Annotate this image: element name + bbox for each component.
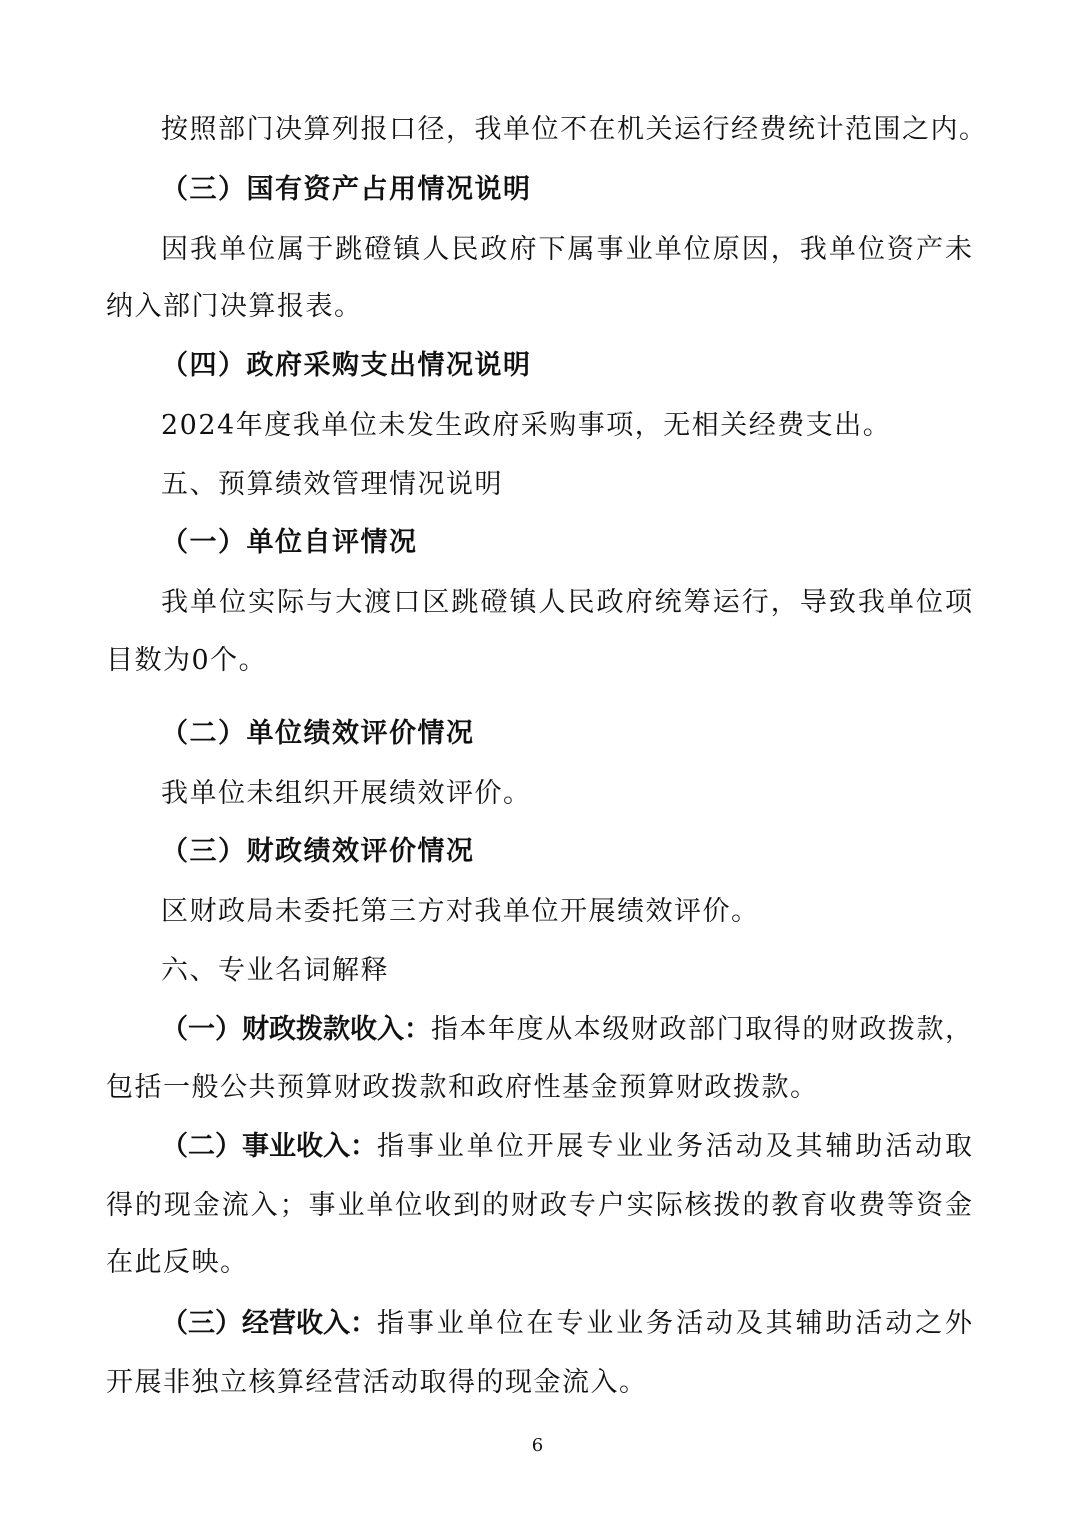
heading-state-assets: （三）国有资产占用情况说明 xyxy=(161,174,532,205)
term-business-income-label: （二）事业收入： xyxy=(161,1131,377,1162)
term-fiscal-appropriation-label: （一）财政拨款收入： xyxy=(161,1014,431,1045)
term-business-income-definition-line3: 在此反映。 xyxy=(106,1247,249,1278)
paragraph-unit-performance: 我单位未组织开展绩效评价。 xyxy=(161,778,532,809)
heading-fiscal-performance: （三）财政绩效评价情况 xyxy=(161,836,475,867)
term-fiscal-appropriation xyxy=(161,1010,972,1050)
paragraph-fiscal-performance: 区财政局未委托第三方对我单位开展绩效评价。 xyxy=(161,896,760,927)
term-operating-income-definition: 指事业单位在专业业务活动及其辅助活动之外 xyxy=(377,1308,972,1339)
term-fiscal-appropriation-definition-line2: 包括一般公共预算财政拨款和政府性基金预算财政拨款。 xyxy=(106,1072,819,1103)
term-business-income xyxy=(161,1127,972,1167)
paragraph-self-evaluation-line1: 我单位实际与大渡口区跳磴镇人民政府统筹运行，导致我单位项 xyxy=(161,587,972,618)
page-number: 6 xyxy=(531,1435,544,1456)
term-business-income-definition-line2: 得的现金流入；事业单位收到的财政专户实际核拨的教育收费等资金 xyxy=(106,1190,972,1221)
heading-section-five: 五、预算绩效管理情况说明 xyxy=(161,469,503,500)
term-operating-income-definition-line2: 开展非独立核算经营活动取得的现金流入。 xyxy=(106,1367,648,1398)
term-fiscal-appropriation-definition: 指本年度从本级财政部门取得的财政拨款， xyxy=(431,1014,972,1045)
heading-self-evaluation: （一）单位自评情况 xyxy=(161,527,418,558)
term-business-income-definition: 指事业单位开展专业业务活动及其辅助活动取 xyxy=(377,1131,972,1162)
term-operating-income-label: （三）经营收入： xyxy=(161,1308,377,1339)
paragraph-state-assets-line2: 纳入部门决算报表。 xyxy=(106,291,363,322)
term-operating-income xyxy=(161,1304,972,1344)
heading-unit-performance: （二）单位绩效评价情况 xyxy=(161,718,475,749)
paragraph-self-evaluation-line2: 目数为0个。 xyxy=(106,645,268,676)
paragraph-procurement: 2024年度我单位未发生政府采购事项，无相关经费支出。 xyxy=(161,410,892,441)
heading-procurement: （四）政府采购支出情况说明 xyxy=(161,350,532,381)
heading-section-six: 六、专业名词解释 xyxy=(161,955,389,986)
paragraph-state-assets-line1: 因我单位属于跳磴镇人民政府下属事业单位原因，我单位资产未 xyxy=(161,234,972,265)
paragraph-admin-costs: 按照部门决算列报口径，我单位不在机关运行经费统计范围之内。 xyxy=(161,114,988,145)
